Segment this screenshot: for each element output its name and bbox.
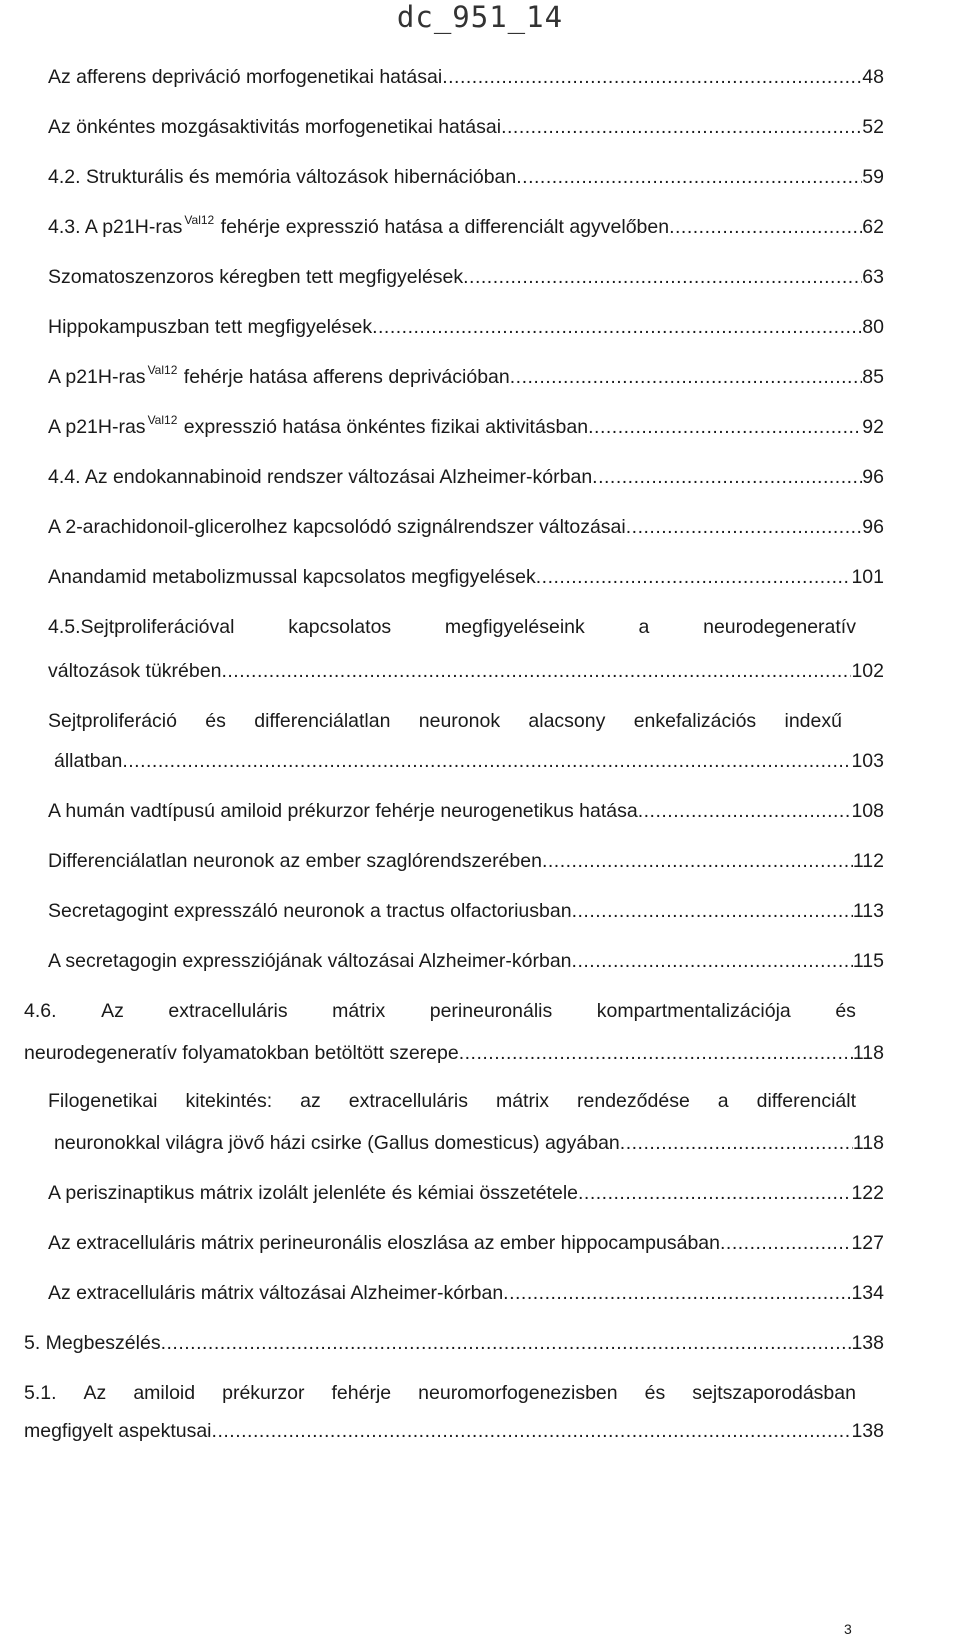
toc-entry[interactable]: [48, 948, 884, 974]
dot-leader: [592, 464, 862, 490]
toc-entry-title: 4.4. Az endokannabinoid rendszer változásai Alzheimer-kórban: [48, 466, 593, 488]
toc-page-number: 62: [862, 216, 884, 238]
dot-leader: [161, 1330, 852, 1356]
toc-page-number: 96: [862, 466, 884, 488]
toc-page-number: 138: [851, 1332, 884, 1354]
toc-entry[interactable]: [48, 214, 884, 240]
toc-entry[interactable]: [54, 1130, 884, 1156]
toc-page-number: 118: [852, 1132, 884, 1154]
dot-leader: [669, 214, 862, 240]
toc-entry[interactable]: [24, 1418, 884, 1444]
toc-entry-title: Szomatoszenzoros kéregben tett megfigyelések: [48, 266, 464, 288]
toc-entry[interactable]: [48, 414, 884, 440]
toc-entry[interactable]: [48, 1280, 884, 1306]
toc-page-number: 52: [862, 116, 884, 138]
dot-leader: [459, 1040, 853, 1066]
toc-entry-title: neurodegeneratív folyamatokban betöltött szerepe: [24, 1042, 459, 1064]
dot-leader: [503, 1280, 851, 1306]
toc-entry[interactable]: [48, 314, 884, 340]
toc-page-number: 96: [862, 516, 884, 538]
toc-entry-title: Hippokampuszban tett megfigyelések: [48, 316, 373, 338]
toc-entry-title: A periszinaptikus mátrix izolált jelenléte és kémiai összetétele: [48, 1182, 578, 1204]
toc-page-number: 59: [862, 166, 884, 188]
toc-entry-title: 4.2. Strukturális és memória változások hibernációban: [48, 166, 517, 188]
dot-leader: [638, 798, 852, 824]
page-number: 3: [844, 1621, 852, 1637]
toc-page-number: 127: [851, 1232, 884, 1254]
toc-page-number: 108: [851, 800, 884, 822]
toc-page-number: 122: [851, 1182, 884, 1204]
toc-page-number: 138: [851, 1420, 884, 1442]
toc-entry-title: 4.3. A p21H-ras $^{Val12}$ fehérje expresszió hatása a differenciált agyvelőben: [48, 213, 670, 238]
dot-leader: [578, 1180, 851, 1206]
dot-leader: [442, 64, 862, 90]
dot-leader: [536, 564, 852, 590]
toc-page-number: 103: [851, 750, 884, 772]
toc-entry[interactable]: [48, 64, 884, 90]
toc-entry[interactable]: [48, 464, 884, 490]
dot-leader: [572, 948, 853, 974]
toc-entry-first-line: 4.5.Sejtproliferációval kapcsolatos megfigyeléseink a neurodegeneratív: [48, 616, 856, 638]
toc-entry[interactable]: [48, 898, 884, 924]
toc-entry-title: A 2-arachidonoil-glicerolhez kapcsolódó szignálrendszer változásai: [48, 516, 626, 538]
toc-page-number: 63: [862, 266, 884, 288]
toc-entry-title: A p21H-ras $^{Val12}$ fehérje hatása afferens deprivációban: [48, 363, 510, 388]
dot-leader: [588, 414, 862, 440]
dot-leader: [501, 114, 862, 140]
toc-entry-title: Az afferens depriváció morfogenetikai hatásai: [48, 66, 443, 88]
toc-page-number: 92: [862, 416, 884, 438]
dot-leader: [212, 1418, 852, 1444]
superscript-label: Val12: [147, 363, 178, 377]
dot-leader: [620, 1130, 853, 1156]
toc-entry[interactable]: [48, 848, 884, 874]
toc-page-number: 101: [851, 566, 884, 588]
toc-entry[interactable]: [48, 1180, 884, 1206]
toc-entry-title: A secretagogin expressziójának változásai Alzheimer-kórban: [48, 950, 572, 972]
toc-entry[interactable]: [24, 1040, 884, 1066]
toc-entry-first-line: Filogenetikai kitekintés: az extracelluláris mátrix rendeződése a differenciált: [48, 1090, 856, 1112]
dot-leader: [221, 658, 851, 684]
dot-leader: [122, 748, 851, 774]
document-code-header: dc_951_14: [396, 0, 564, 34]
toc-entry-title: állatban: [54, 750, 123, 772]
toc-entry-title: változások tükrében: [48, 660, 222, 682]
toc-entry-title: 5. Megbeszélés: [24, 1332, 161, 1354]
toc-page-number: 80: [862, 316, 884, 338]
toc-entry-title: Secretagogint expresszáló neuronok a tractus olfactoriusban: [48, 900, 572, 922]
toc-page-number: 102: [851, 660, 884, 682]
toc-entry-first-line: Sejtproliferáció és differenciálatlan neuronok alacsony enkefalizációs indexű: [48, 710, 842, 732]
toc-entry-title: Anandamid metabolizmussal kapcsolatos megfigyelések: [48, 566, 536, 588]
toc-page-number: 48: [862, 66, 884, 88]
toc-page-number: 134: [851, 1282, 884, 1304]
toc-entry-title: Az önkéntes mozgásaktivitás morfogenetikai hatásai: [48, 116, 502, 138]
dot-leader: [372, 314, 862, 340]
toc-entry-title: Differenciálatlan neuronok az ember szaglórendszerében: [48, 850, 542, 872]
toc-entry[interactable]: [48, 1230, 884, 1256]
toc-entry-first-line: 4.6. Az extracelluláris mátrix perineuronális kompartmentalizációja és: [24, 1000, 856, 1022]
toc-entry[interactable]: [48, 364, 884, 390]
dot-leader: [463, 264, 862, 290]
toc-entry-title: Az extracelluláris mátrix változásai Alzheimer-kórban: [48, 1282, 504, 1304]
superscript-label: Val12: [147, 413, 178, 427]
toc-entry[interactable]: [48, 264, 884, 290]
toc-entry[interactable]: [48, 564, 884, 590]
dot-leader: [626, 514, 863, 540]
toc-page-number: 115: [852, 950, 884, 972]
toc-entry-first-line: 5.1. Az amiloid prékurzor fehérje neuromorfogenezisben és sejtszaporodásban: [24, 1382, 856, 1404]
toc-entry[interactable]: [48, 114, 884, 140]
dot-leader: [516, 164, 862, 190]
superscript-label: Val12: [184, 213, 215, 227]
toc-page-number: 113: [852, 900, 884, 922]
dot-leader: [542, 848, 853, 874]
dot-leader: [720, 1230, 851, 1256]
toc-entry[interactable]: [48, 798, 884, 824]
dot-leader: [510, 364, 863, 390]
toc-entry[interactable]: [48, 164, 884, 190]
dot-leader: [572, 898, 853, 924]
toc-page-number: 85: [862, 366, 884, 388]
toc-entry[interactable]: [48, 514, 884, 540]
toc-page-number: 118: [852, 1042, 884, 1064]
toc-entry[interactable]: [24, 1330, 884, 1356]
toc-entry-title: megfigyelt aspektusai: [24, 1420, 212, 1442]
toc-entry[interactable]: [54, 748, 884, 774]
toc-page-number: 112: [852, 850, 884, 872]
toc-entry-title: A humán vadtípusú amiloid prékurzor fehérje neurogenetikus hatása: [48, 800, 638, 822]
toc-entry-title: neuronokkal világra jövő házi csirke (Gallus domesticus) agyában: [54, 1132, 620, 1154]
toc-entry-title: Az extracelluláris mátrix perineuronális eloszlása az ember hippocampusában: [48, 1232, 720, 1254]
toc-entry[interactable]: [48, 658, 884, 684]
toc-entry-title: A p21H-ras $^{Val12}$ expresszió hatása önkéntes fizikai aktivitásban: [48, 413, 589, 438]
